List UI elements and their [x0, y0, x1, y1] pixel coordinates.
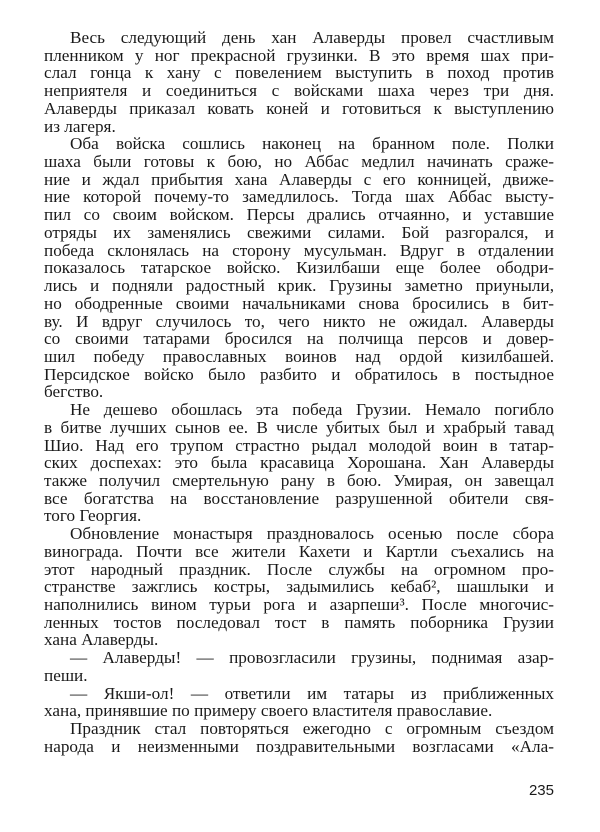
text-line: все богатства на восстановление разрушенной обители свя- — [44, 488, 554, 508]
text-line: винограда. Почти все жители Кахети и Картли съехались на — [44, 541, 554, 561]
paragraph-6-dialogue — [44, 685, 554, 720]
text-line: показалось татарское войско. Кизилбаши еще более ободри- — [44, 258, 554, 278]
paragraph-4 — [44, 525, 554, 649]
text-line: бегство. — [44, 382, 104, 402]
text-line: шаха были готовы к бою, но Аббас медлил начинать сраже- — [44, 152, 554, 172]
text-line: Шио. Над его трупом страстно рыдал молодой воин в татар- — [44, 435, 554, 455]
text-line: — Якши-ол! — ответили им татары из приближенных — [70, 683, 554, 703]
text-line: пеши. — [44, 665, 88, 685]
text-line: также получил смертельную рану в бою. Умирая, он завещал — [44, 470, 554, 490]
text-line: слал гонца к хану с повелением выступить в поход против — [44, 63, 554, 83]
text-line: со своими татарами бросился на полчища персов и довер- — [44, 329, 554, 349]
text-line: но ободренные своими начальниками снова бросились в бит- — [44, 293, 554, 313]
text-line: победа склонялась на сторону мусульман. Вдруг в отдалении — [44, 240, 554, 260]
text-line: ние и ждал прибытия хана Алаверды с его конницей, движе- — [44, 169, 554, 189]
text-line: Оба войска сошлись наконец на бранном поле. Полки — [70, 134, 554, 154]
text-line: этот народный праздник. После службы на огромном про- — [44, 559, 554, 579]
text-line: ленных тостов последовал тост в память поборника Грузии — [44, 612, 554, 632]
text-line: ние которой почему-то замедлилось. Тогда шах Аббас высту- — [44, 187, 554, 207]
page-body-text — [44, 29, 554, 755]
text-line: пил со своим войском. Персы дрались отчаянно, и уставшие — [44, 205, 554, 225]
text-line: — Алаверды! — провозгласили грузины, поднимая азар- — [70, 648, 554, 668]
text-line: лись и подняли радостный крик. Грузины заметно приуныли, — [44, 276, 554, 296]
text-line: ву. И вдруг случилось то, чего никто не ожидал. Алаверды — [44, 311, 554, 331]
text-line: хана Алаверды. — [44, 630, 159, 650]
text-line: пленником у ног прекрасной грузинки. В это время шах при- — [44, 45, 554, 65]
text-line: народа и неизменными поздравительными возгласами «Ала- — [44, 736, 554, 756]
text-line: Весь следующий день хан Алаверды провел счастливым — [70, 28, 554, 47]
text-line: странстве зажглись костры, задымились кебаб², шашлыки и — [44, 577, 554, 597]
text-line: неприятеля и соединиться с войсками шаха через три дня. — [44, 81, 554, 101]
text-line: из лагеря. — [44, 116, 116, 136]
text-line: Обновление монастыря праздновалось осенью после сбора — [70, 524, 554, 544]
text-line: Персидское войско было разбито и обратилось в постыдное — [44, 364, 554, 384]
text-line: Не дешево обошлась эта победа Грузии. Немало погибло — [70, 400, 554, 420]
paragraph-7 — [44, 720, 554, 755]
paragraph-5-dialogue — [44, 649, 554, 684]
text-line: в битве лучших сынов ее. В числе убитых был и храбрый тавад — [44, 417, 554, 437]
page-number: 235 — [528, 782, 554, 799]
text-line: наполнились вином турьи рога и азарпеши³. После многочис- — [44, 595, 554, 614]
text-line: отряды их заменялись свежими силами. Бой разгорался, и — [44, 222, 554, 242]
text-line: ских доспехах: это была красавица Хорошана. Хан Алаверды — [44, 453, 554, 473]
text-line: шил победу православных воинов над ордой кизилбашей. — [44, 346, 554, 366]
paragraph-3 — [44, 401, 554, 525]
text-line: Алаверды приказал ковать коней и готовиться к выступлению — [44, 98, 554, 118]
text-line: Праздник стал повторяться ежегодно с огромным съездом — [70, 719, 554, 739]
text-line: хана, принявшие по примеру своего властителя православие. — [44, 701, 493, 721]
text-line: того Георгия. — [44, 506, 142, 526]
paragraph-1 — [44, 29, 554, 135]
paragraph-2 — [44, 135, 554, 401]
